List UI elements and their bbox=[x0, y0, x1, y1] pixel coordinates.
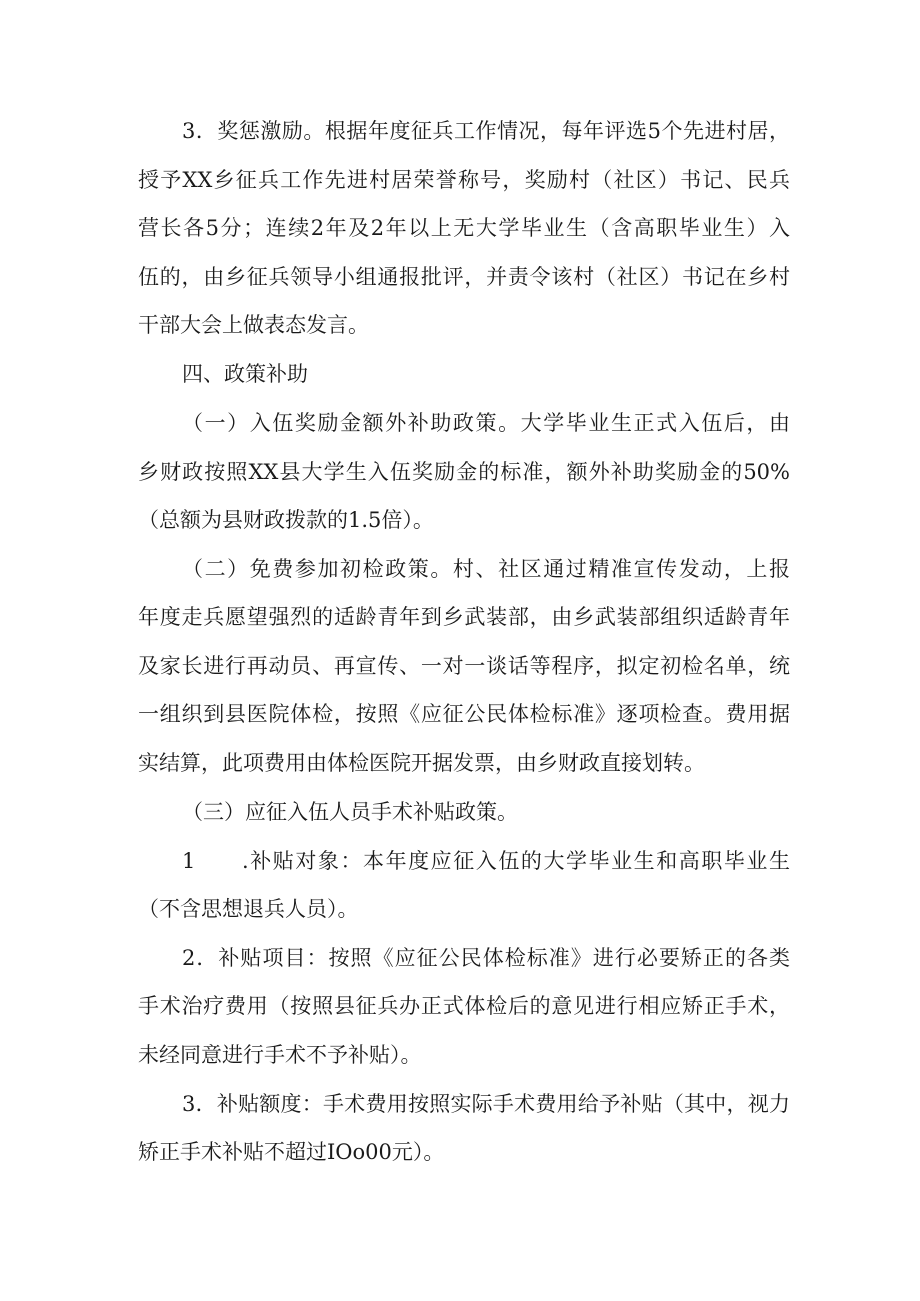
text-line: （二）免费参加初检政策。村、社区通过精准宣传发动，上报 bbox=[182, 557, 790, 581]
text-line: 3．奖惩激励。根据年度征兵工作情况，每年评选5个先进村居， bbox=[182, 119, 790, 143]
text-line: 3．补贴额度：手术费用按照实际手术费用给予补贴（其中，视力 bbox=[182, 1092, 790, 1116]
text-line: 手术治疗费用（按照县征兵办正式体检后的意见进行相应矫正手术， bbox=[138, 994, 790, 1018]
text-line: 一组织到县医院体检，按照《应征公民体检标准》逐项检查。费用据 bbox=[138, 702, 790, 726]
text-line: 授予XX乡征兵工作先进村居荣誉称号，奖励村（社区）书记、民兵 bbox=[138, 168, 790, 192]
text-line: 营长各5分；连续2年及2年以上无大学毕业生（含高职毕业生）入 bbox=[138, 216, 790, 240]
text-line: 1 .补贴对象：本年度应征入伍的大学毕业生和高职毕业生 bbox=[182, 849, 790, 873]
text-line: 矫正手术补贴不超过IOo00元）。 bbox=[138, 1140, 445, 1164]
text-line: 年度走兵愿望强烈的适龄青年到乡武装部，由乡武装部组织适龄青年 bbox=[138, 605, 790, 629]
text-line: （总额为县财政拨款的1.5倍）。 bbox=[138, 508, 434, 532]
text-line: 未经同意进行手术不予补贴）。 bbox=[138, 1043, 422, 1067]
text-line: 实结算，此项费用由体检医院开据发票，由乡财政直接划转。 bbox=[138, 751, 705, 775]
section-heading: 四、政策补助 bbox=[182, 362, 308, 386]
text-line: （一）入伍奖励金额外补助政策。大学毕业生正式入伍后，由 bbox=[182, 411, 790, 435]
text-line: 及家长进行再动员、再宣传、一对一谈话等程序，拟定初检名单，统 bbox=[138, 654, 790, 678]
text-line: 乡财政按照XX县大学生入伍奖励金的标准，额外补助奖励金的50% bbox=[138, 460, 790, 484]
text-line: （不含思想退兵人员）。 bbox=[138, 897, 359, 921]
subsection-heading: （三）应征入伍人员手术补贴政策。 bbox=[182, 800, 518, 824]
text-line: 伍的，由乡征兵领导小组通报批评，并责令该村（社区）书记在乡村 bbox=[138, 265, 790, 289]
text-line: 2．补贴项目：按照《应征公民体检标准》进行必要矫正的各类 bbox=[182, 946, 790, 970]
text-line: 干部大会上做表态发言。 bbox=[138, 313, 369, 337]
